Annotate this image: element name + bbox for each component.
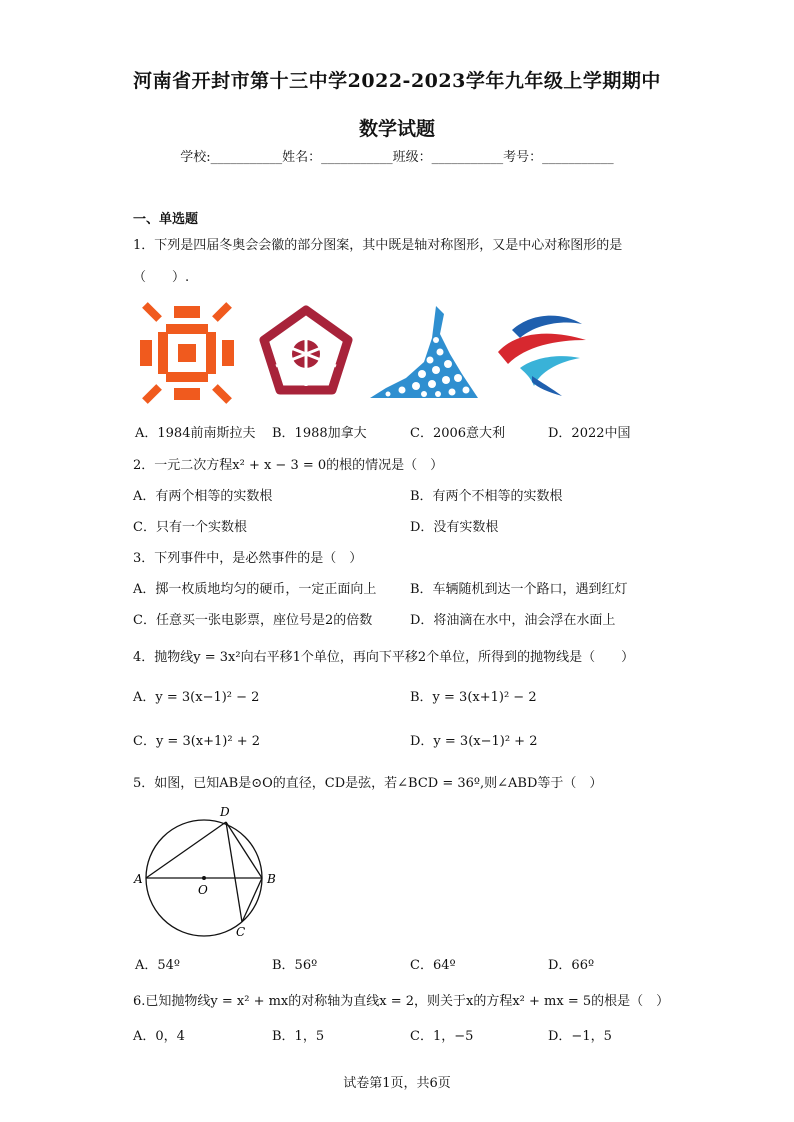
section-title: 一、单选题: [133, 212, 199, 227]
q4-stem: 4．抛物线y = 3x²向右平移1个单位，再向下平移2个单位，所得到的抛物线是（ ）: [133, 650, 635, 665]
q6-option-a: A．0，4: [133, 1029, 185, 1044]
q1-option-c: C．2006意大利: [410, 426, 506, 441]
q3-option-d: D．将油滴在水中，油会浮在水面上: [410, 613, 616, 628]
q3-option-c: C．任意买一张电影票，座位号是2的倍数: [133, 613, 373, 628]
q2-option-a: A．有两个相等的实数根: [133, 489, 273, 504]
q5-label-d: D: [220, 805, 230, 819]
q4-option-b: B．y = 3(x+1)² − 2: [410, 690, 537, 705]
q6-option-c: C．1，−5: [410, 1029, 474, 1044]
q1-stem-line1: 1．下列是四届冬奥会会徽的部分图案，其中既是轴对称图形，又是中心对称图形的是: [133, 238, 623, 253]
q4-option-d: D．y = 3(x−1)² + 2: [410, 734, 538, 749]
q5-label-b: B: [267, 872, 276, 886]
q6-option-b: B．1，5: [272, 1029, 325, 1044]
q1-option-b: B．1988加拿大: [272, 426, 367, 441]
page-footer: 试卷第1页，共6页: [343, 1076, 451, 1091]
q1-option-d: D．2022中国: [548, 426, 631, 441]
q5-circle-diagram: [130, 800, 290, 940]
q5-label-c: C: [236, 925, 246, 939]
q1-stem-line2: （ ）.: [133, 270, 190, 285]
q2-option-c: C．只有一个实数根: [133, 520, 247, 535]
emblem-1984-image: [136, 302, 238, 404]
student-info-line: 学校:___________姓名：___________班级：___________考号：___________: [180, 150, 614, 165]
emblem-2022-image: [492, 306, 588, 398]
emblem-2006-image: [366, 304, 480, 402]
q5-option-d: D．66º: [548, 958, 595, 973]
q3-option-b: B．车辆随机到达一个路口，遇到红灯: [410, 582, 628, 597]
q4-option-c: C．y = 3(x+1)² + 2: [133, 734, 260, 749]
q5-option-a: A．54º: [135, 958, 181, 973]
q5-option-c: C．64º: [410, 958, 456, 973]
q6-option-d: D．−1，5: [548, 1029, 612, 1044]
q4-option-a: A．y = 3(x−1)² − 2: [133, 690, 260, 705]
q3-stem: 3．下列事件中，是必然事件的是（ ）: [133, 551, 363, 566]
q5-label-a: A: [134, 872, 143, 886]
emblem-1988-image: [254, 302, 358, 402]
q2-stem: 2．一元二次方程x² + x − 3 = 0的根的情况是（ ）: [133, 458, 444, 473]
q5-stem: 5．如图，已知AB是⊙O的直径，CD是弦，若∠BCD = 36º,则∠ABD等于（ ）: [133, 776, 603, 791]
q5-option-b: B．56º: [272, 958, 318, 973]
q2-option-b: B．有两个不相等的实数根: [410, 489, 563, 504]
q1-option-a: A．1984前南斯拉夫: [135, 426, 256, 441]
title-line2: 数学试题: [358, 118, 435, 140]
q3-option-a: A．掷一枚质地均匀的硬币，一定正面向上: [133, 582, 377, 597]
q5-label-o: O: [198, 883, 208, 897]
q6-stem: 6.已知抛物线y = x² + mx的对称轴为直线x = 2，则关于x的方程x² + mx = 5的根是（ ）: [133, 994, 670, 1009]
q2-option-d: D．没有实数根: [410, 520, 499, 535]
title-line1: 河南省开封市第十三中学2022-2023学年九年级上学期期中: [133, 70, 661, 92]
